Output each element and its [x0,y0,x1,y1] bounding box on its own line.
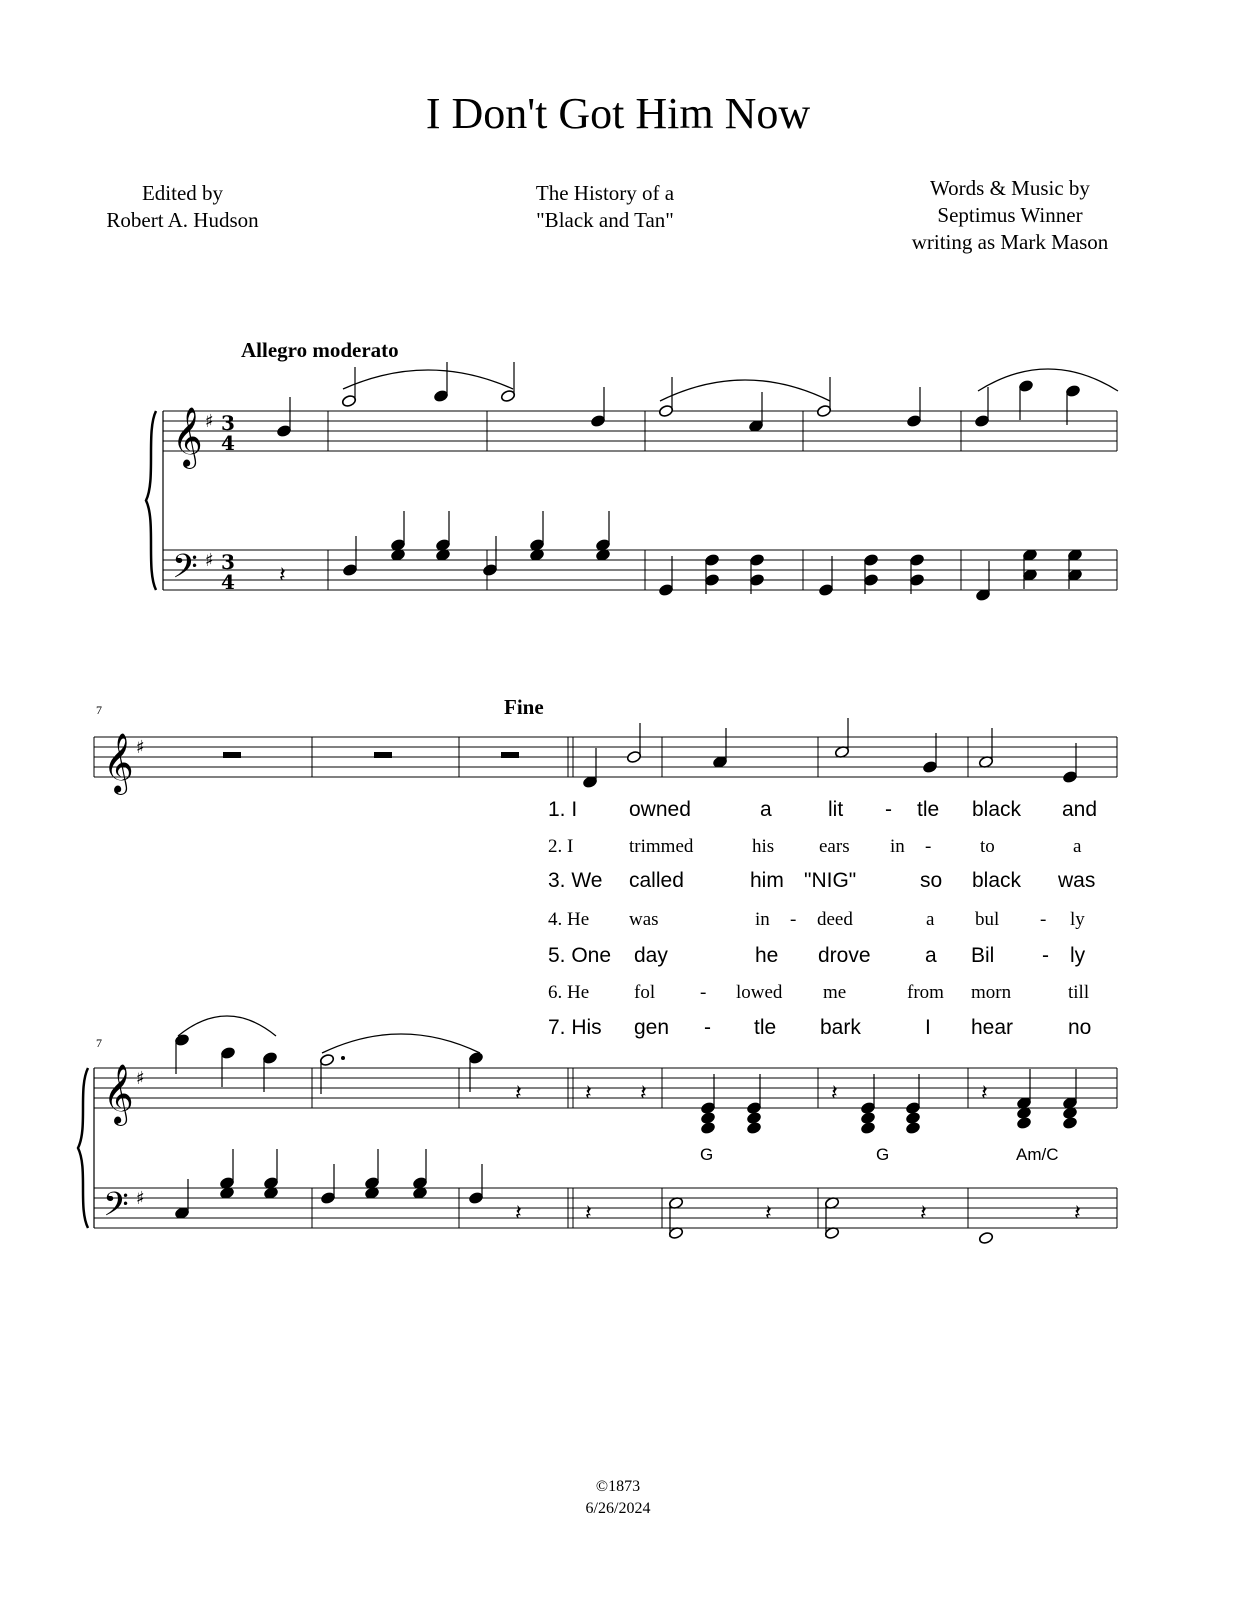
slur [322,1034,480,1053]
lyric-syllable: Bil [971,944,995,967]
lyric-syllable: 2. I [548,836,574,857]
lyric-syllable: trimmed [629,836,694,857]
chord-symbols [700,1145,1059,1164]
print-date: 6/26/2024 [585,1500,651,1517]
time-signature-bottom: 4 [221,570,235,594]
lyric-syllable: in [890,836,905,857]
note-head [1016,1116,1031,1129]
measure-number-piano: 7 [96,1036,102,1050]
lyric-syllable: black [972,798,1022,821]
note-head [905,1121,920,1134]
lyric-syllable: - [790,909,797,930]
quarter-rest: 𝄽 [981,1081,988,1106]
treble-clef-icon: 𝄞 [103,1064,134,1124]
lyric-syllable: day [634,944,668,967]
lyric-syllable: gen [634,1016,670,1039]
lyric-syllable: him [750,869,784,892]
song-title: I Don't Got Him Now [425,89,811,138]
quarter-rest: 𝄽 [640,1081,647,1106]
lyric-syllable: me [823,982,847,1003]
bass-clef-icon: 𝄢 [103,1186,129,1232]
quarter-rest: 𝄽 [1074,1201,1081,1226]
slur [343,370,513,389]
quarter-rest: 𝄽 [515,1081,522,1106]
lyric-syllable: - [704,1016,711,1039]
lyric-syllable: no [1068,1016,1092,1039]
lyric-syllable: fol [634,982,656,1003]
lyric-syllable: deed [817,909,853,930]
lyric-syllable: morn [971,982,1012,1003]
score-glyphs [78,362,1118,1245]
note-head [905,1111,920,1124]
time-signature-bottom: 4 [221,431,235,455]
treble-clef-icon: 𝄞 [172,407,203,467]
lyric-syllable: from [907,982,944,1003]
lyric-syllable: 7. His [548,1016,602,1039]
note-head [978,1231,993,1244]
note-head [860,1111,875,1124]
lyric-syllable: "NIG" [804,869,857,892]
lyric-syllable: lowed [736,982,783,1003]
key-signature-sharp: ♯ [136,1188,145,1209]
key-signature-sharp: ♯ [136,737,145,758]
lyric-syllable: ears [819,836,850,857]
composer-name: Septimus Winner [937,203,1083,227]
lyric-syllable: 4. He [548,909,590,930]
lyrics [548,798,1097,1039]
fine-marking: Fine [504,695,544,719]
lyric-syllable: his [752,836,775,857]
lyric-syllable: till [1068,982,1090,1003]
lyric-syllable: I [925,1016,931,1039]
lyric-syllable: a [925,944,937,967]
subtitle-line-2: "Black and Tan" [536,208,674,232]
chord-symbol: G [876,1145,890,1164]
chord-symbol: G [700,1145,714,1164]
subtitle-line-1: The History of a [535,181,675,205]
key-signature-sharp: ♯ [205,550,214,571]
grand-staff-brace [146,411,156,590]
time-signature-top: 3 [221,550,235,574]
quarter-rest: 𝄽 [585,1081,592,1106]
whole-rest [374,752,392,758]
lyric-syllable: a [926,909,935,930]
lyric-syllable: bul [975,909,1000,930]
chord-symbol: Am/C [1016,1145,1059,1164]
lyric-syllable: lit [828,798,844,821]
lyric-syllable: 6. He [548,982,590,1003]
lyric-syllable: in [755,909,770,930]
key-signature-sharp: ♯ [136,1068,145,1089]
staff-lines [94,411,1117,1228]
dot [341,1056,345,1060]
time-signature-top: 3 [221,411,235,435]
lyric-syllable: tle [754,1016,777,1039]
quarter-rest: 𝄽 [515,1201,522,1226]
lyric-syllable: black [972,869,1022,892]
lyric-syllable: - [925,836,932,857]
lyric-syllable: owned [629,798,691,821]
lyric-syllable: - [885,798,892,821]
editor-label: Edited by [141,181,224,205]
note-head [1062,1116,1077,1129]
lyric-syllable: to [980,836,995,857]
slur [660,380,830,401]
treble-clef-icon: 𝄞 [103,733,134,793]
lyric-syllable: 5. One [548,944,612,967]
lyric-syllable: - [1042,944,1049,967]
quarter-rest: 𝄽 [279,563,286,588]
whole-rest [223,752,241,758]
note-head [700,1111,715,1124]
lyric-syllable: hear [971,1016,1014,1039]
grand-staff-brace [78,1068,88,1228]
note-head [700,1121,715,1134]
quarter-rest: 𝄽 [585,1201,592,1226]
lyric-syllable: a [1073,836,1082,857]
lyric-syllable: - [700,982,707,1003]
measure-number-vocal: 7 [96,703,102,717]
lyric-syllable: a [760,798,772,821]
bass-clef-icon: 𝄢 [172,548,198,594]
quarter-rest: 𝄽 [765,1201,772,1226]
lyric-syllable: was [1058,869,1096,892]
lyric-syllable: he [755,944,779,967]
copyright: ©1873 [595,1478,641,1495]
tempo-marking: Allegro moderato [241,338,399,362]
composer-label: Words & Music by [930,176,1090,200]
editor-name: Robert A. Hudson [106,208,259,232]
note-head [746,1121,761,1134]
whole-rest [501,752,519,758]
lyric-syllable: - [1040,909,1047,930]
lyric-syllable: 3. We [548,869,603,892]
quarter-rest: 𝄽 [831,1081,838,1106]
lyric-syllable: called [629,869,684,892]
quarter-rest: 𝄽 [920,1201,927,1226]
lyric-syllable: ly [1070,909,1085,930]
key-signature-sharp: ♯ [205,411,214,432]
slur [178,1016,276,1036]
lyric-syllable: ly [1070,944,1086,967]
note-head [746,1111,761,1124]
lyric-syllable: drove [818,944,871,967]
note-head [860,1121,875,1134]
lyric-syllable: 1. I [548,798,578,821]
slur [978,369,1118,391]
composer-pseudonym: writing as Mark Mason [911,230,1109,254]
lyric-syllable: bark [820,1016,861,1039]
lyric-syllable: was [629,909,659,930]
lyric-syllable: and [1062,798,1098,821]
lyric-syllable: so [920,869,943,892]
lyric-syllable: tle [917,798,940,821]
